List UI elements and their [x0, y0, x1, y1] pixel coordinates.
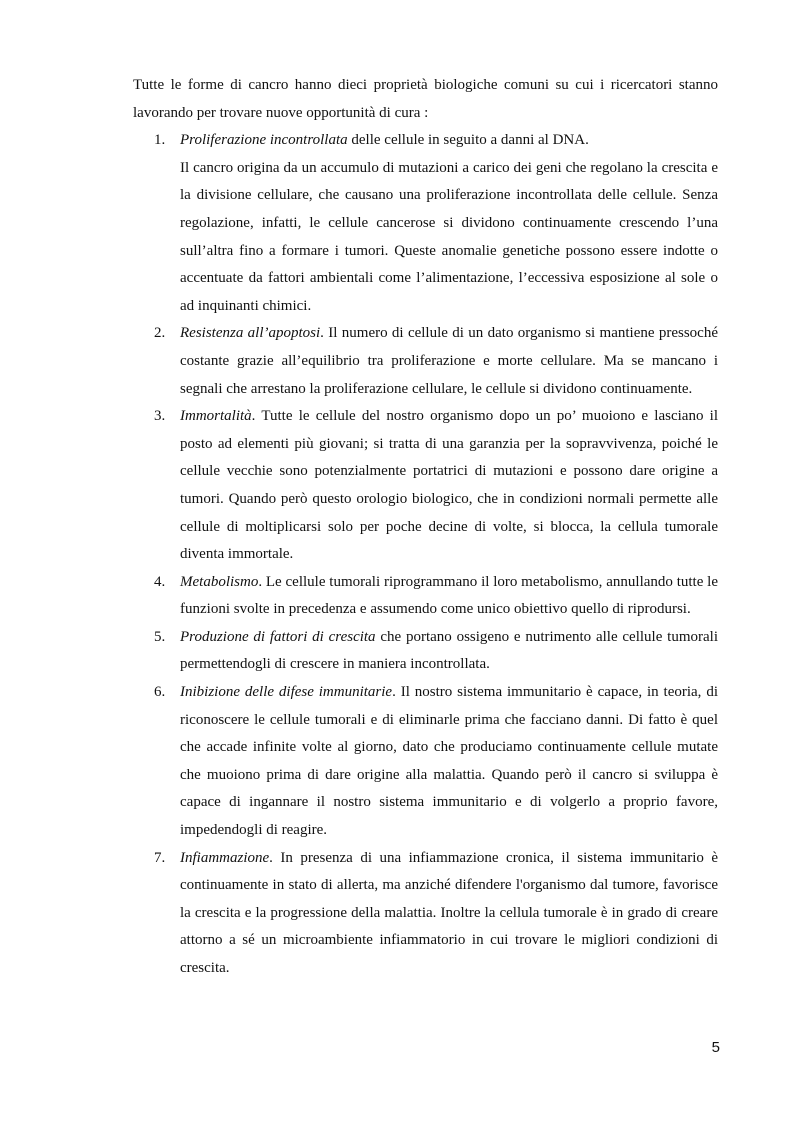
list-item-lead — [180, 679, 718, 845]
list-item-title: Infiammazione — [180, 849, 270, 866]
list-item-6 — [133, 679, 718, 845]
list-item-3 — [133, 403, 718, 569]
list-item-lead — [180, 320, 718, 403]
list-item-number: 1. — [154, 132, 166, 149]
list-item-number: 5. — [154, 628, 166, 645]
list-item-body — [180, 624, 718, 679]
list-item-body — [180, 320, 718, 403]
list-item-title: Resistenza all’apoptosi — [180, 325, 321, 342]
list-item-title: Metabolismo — [180, 573, 259, 590]
list-item-body — [180, 403, 718, 569]
list-item-number: 3. — [154, 408, 166, 425]
list-item-text: . Tutte le cellule del nostro organismo dopo un po’ muoiono e lasciano il posto ad elementi più giovani; si tratta di una garanzia per la sopravvivenza, poiché le cellule vecchie sono potenzialmente portatrici di mutazioni e possono dare origine a tumori. Quando però questo orologio biologico, che in condizioni normali permette alle cellule di moltiplicarsi solo per poche decine di volte, si blocca, la cellula tumorale diventa immortale. — [180, 408, 718, 563]
list-item-2 — [133, 320, 718, 403]
list-item-text: . Il nostro sistema immunitario è capace, in teoria, di riconoscere le cellule tumorali e di eliminarle prima che facciano danni. Di fatto è quel che accade infinite volte al giorno, dato che produciamo continuamente cellule mutate che muoiono prima di dare origine alla malattia. Quando però il cancro si sviluppa è capace di ingannare il nostro sistema immunitario e di volgerlo a proprio favore, impedendogli di reagire. — [180, 684, 718, 839]
list-item-number: 7. — [154, 849, 166, 866]
list-item-4 — [133, 569, 718, 624]
list-item-paragraph: Il cancro origina da un accumulo di mutazioni a carico dei geni che regolano la crescita e la divisione cellulare, che causano una proliferazione incontrollata delle cellule. Senza regolazione, infatti, le cellule cancerose si dividono continuamente crescendo l’una sull’altra fino a formare i tumori. Queste anomalie genetiche possono essere indotte o accentuate da fattori ambientali come l’alimentazione, l’eccessiva esposizione al sole o ad inquinanti chimici. — [180, 159, 718, 314]
list-item-number: 2. — [154, 325, 166, 342]
list-item-number: 6. — [154, 684, 166, 701]
list-item-title: Proliferazione incontrollata — [180, 132, 348, 149]
list-item-body — [180, 845, 718, 983]
list-item-lead — [180, 569, 718, 624]
list-item-text: . In presenza di una infiammazione cronica, il sistema immunitario è continuamente in stato di allerta, ma anziché difendere l'organismo dal tumore, favorisce la crescita e la progressione della malattia. Inoltre la cellula tumorale è in grado di creare attorno a sé un microambiente infiammatorio in cui trovare le migliori condizioni di crescita. — [180, 849, 718, 976]
list-item-body — [180, 569, 718, 624]
list-item-7 — [133, 845, 718, 983]
list-item-lead — [180, 127, 718, 155]
list-item-number: 4. — [154, 573, 166, 590]
list-item-body — [180, 679, 718, 845]
list-item-1 — [133, 127, 718, 320]
list-item-title: Produzione di fattori di crescita — [180, 628, 376, 645]
list-item-lead — [180, 624, 718, 679]
biological-properties-list — [133, 127, 718, 982]
list-item-text: che portano ossigeno e nutrimento alle cellule tumorali permettendogli di crescere in maniera incontrollata. — [180, 628, 718, 673]
list-item-text: delle cellule in seguito a danni al DNA. — [347, 132, 589, 149]
list-item-lead — [180, 845, 718, 983]
list-item-5 — [133, 624, 718, 679]
list-item-text: . Il numero di cellule di un dato organismo si mantiene pressoché costante grazie all’equilibrio tra proliferazione e morte cellulare. Ma se mancano i segnali che arrestano la proliferazione cellulare, le cellule si dividono continuamente. — [180, 325, 718, 397]
page-number: 5 — [711, 1039, 720, 1056]
intro-paragraph: Tutte le forme di cancro hanno dieci proprietà biologiche comuni su cui i ricercatori stanno lavorando per trovare nuove opportunità di cura : — [133, 77, 718, 121]
list-item-lead — [180, 403, 718, 569]
list-item-body — [180, 127, 718, 320]
document-page — [133, 72, 718, 983]
list-item-title: Inibizione delle difese immunitarie — [180, 684, 393, 701]
list-item-text: . Le cellule tumorali riprogrammano il loro metabolismo, annullando tutte le funzioni svolte in precedenza e assumendo come unico obiettivo quello di riprodursi. — [180, 573, 718, 618]
list-item-title: Immortalità — [180, 408, 252, 425]
